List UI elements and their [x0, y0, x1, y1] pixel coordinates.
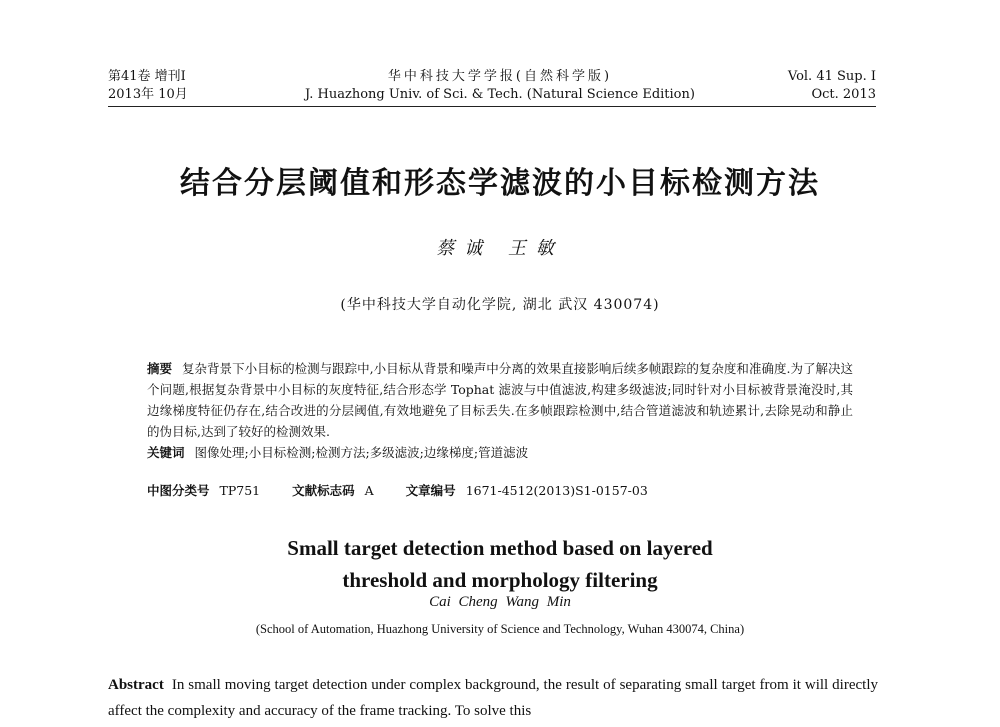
- keywords-cn-text: 图像处理;小目标检测;检测方法;多级滤波;边缘梯度;管道滤波: [194, 445, 529, 460]
- keywords-cn-label: 关键词: [147, 445, 185, 460]
- abstract-en: [108, 672, 878, 724]
- affiliation-en: (School of Automation, Huazhong University of Science and Technology, Wuhan 430074, China): [255, 622, 745, 636]
- authors-en: Cai Cheng Wang Min: [429, 594, 571, 610]
- abstract-cn: [147, 358, 853, 463]
- authors-cn: 蔡诚 王敏: [436, 238, 564, 259]
- clc-label: 中图分类号: [147, 483, 210, 498]
- header-divider: [108, 106, 876, 107]
- publication-date: 2013年 10月: [108, 87, 188, 102]
- doc-code-value: A: [364, 483, 374, 498]
- keywords-cn: [147, 442, 853, 463]
- doc-code-label: 文献标志码: [292, 483, 355, 498]
- article-number-label: 文章编号: [405, 483, 456, 498]
- paper-title-cn: 结合分层阈值和形态学滤波的小目标检测方法: [180, 166, 820, 201]
- paper-title-en: [0, 532, 1000, 596]
- classification-line: [147, 481, 658, 499]
- journal-volume-info-en: [788, 68, 876, 104]
- affiliation-cn: (华中科技大学自动化学院, 湖北 武汉 430074): [340, 297, 660, 313]
- paper-title-en-line1: Small target detection method based on layered: [287, 536, 713, 560]
- journal-name: [240, 68, 760, 104]
- journal-name-cn: 华中科技大学学报(自然科学版): [387, 69, 613, 84]
- abstract-en-label: Abstract: [108, 677, 164, 693]
- clc-value: TP751: [219, 483, 261, 498]
- abstract-cn-text: 复杂背景下小目标的检测与跟踪中,小目标从背景和噪声中分离的效果直接影响后续多帧跟踪的复杂度和准确度.为了解决这个问题,根据复杂背景中小目标的灰度特征,结合形态学 Tophat 滤波与中值滤波,构建多级滤波;同时针对小目标被背景淹没时,其边缘梯度特征仍存在,结合改进的分层阈值,有效地避免了目标丢失.在多帧跟踪检测中,结合管道滤波和轨迹累计,去除晃动和静止的伪目标,达到了较好的检测效果.: [147, 361, 853, 439]
- abstract-cn-paragraph: [147, 358, 853, 442]
- publication-date-en: Oct. 2013: [811, 87, 876, 102]
- paper-title-en-line2: threshold and morphology filtering: [342, 568, 658, 592]
- volume-issue-en: Vol. 41 Sup. Ⅰ: [787, 69, 876, 84]
- journal-name-en: J. Huazhong Univ. of Sci. & Tech. (Natural Science Edition): [305, 87, 695, 102]
- article-number-value: 1671-4512(2013)S1-0157-03: [465, 483, 648, 498]
- abstract-cn-label: 摘要: [147, 361, 173, 376]
- abstract-en-text: In small moving target detection under complex background, the result of separating small target from it will directly affect the complexity and accuracy of the frame tracking. To solve this: [108, 677, 878, 719]
- volume-issue: 第41卷 增刊Ⅰ: [108, 69, 186, 84]
- journal-volume-info: [108, 68, 188, 104]
